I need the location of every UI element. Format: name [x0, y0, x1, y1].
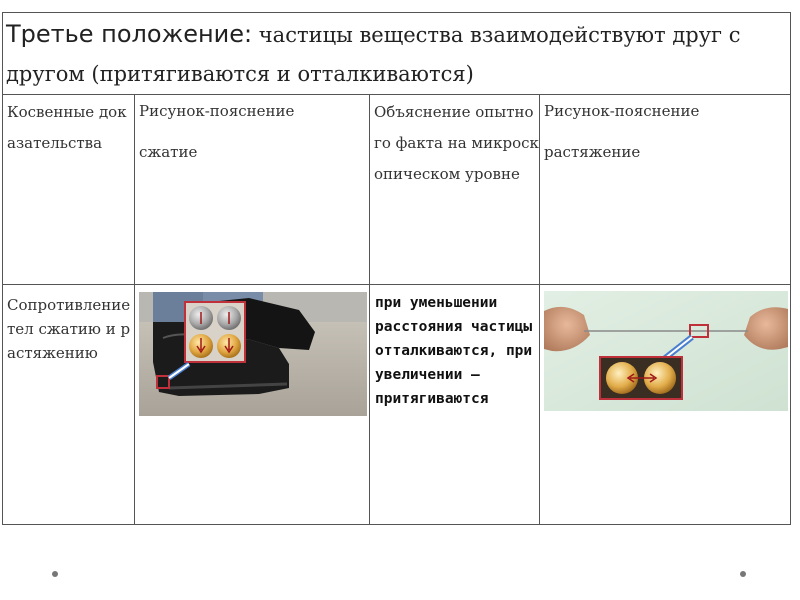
header-tension-type: растяжение: [544, 143, 641, 161]
compression-figure-cell: [135, 285, 370, 525]
bullet-left: [52, 571, 58, 577]
explanation-text: при уменьшении расстояния частицы отталкиваются, при увеличении – притягиваются: [375, 295, 533, 407]
header-compression-label: Рисунок-пояснение: [139, 102, 295, 120]
boot-compression-image: [139, 292, 367, 416]
content-table: [2, 12, 791, 525]
header-evidence-text: Косвенные доказательства: [7, 103, 127, 152]
header-tension-figure: [540, 95, 791, 285]
header-explanation-text: Объяснение опытного факта на микроскопическом уровне: [374, 103, 539, 183]
header-explanation: [370, 95, 540, 285]
tension-figure-cell: [540, 285, 791, 525]
title-lead: Третье положение:: [6, 20, 253, 48]
header-tension-label: Рисунок-пояснение: [544, 102, 700, 120]
title-cell: [3, 13, 791, 95]
bullet-right: [740, 571, 746, 577]
thread-tension-image: [544, 291, 788, 411]
header-evidence: [3, 95, 135, 285]
evidence-cell: [3, 285, 135, 525]
explanation-cell: [370, 285, 540, 525]
header-compression-type: сжатие: [139, 143, 198, 161]
slide-title: [6, 13, 790, 94]
header-compression-figure: [135, 95, 370, 285]
title-rest: частицы вещества взаимодействуют друг с другом (притягиваются и отталкиваются): [6, 23, 741, 86]
evidence-text: Сопротивление тел сжатию и растяжению: [7, 296, 131, 362]
